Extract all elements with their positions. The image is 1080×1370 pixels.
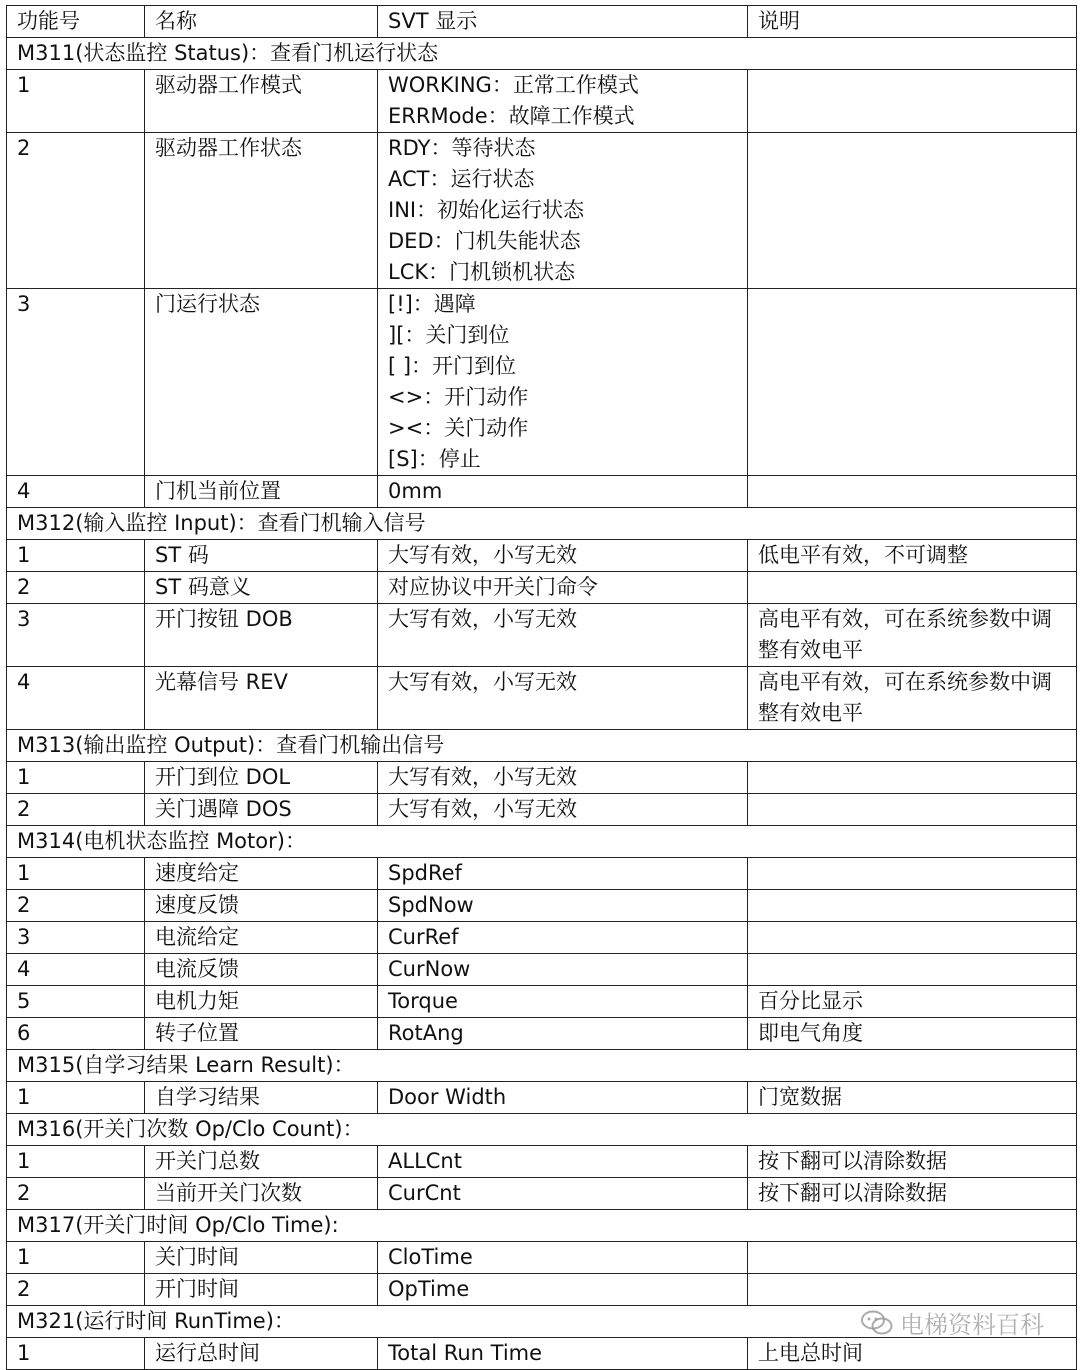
cell-svt (378, 762, 748, 794)
cell-name: 运行总时间 (145, 1338, 378, 1370)
table-row (7, 922, 1077, 954)
cell-desc (748, 572, 1077, 604)
svt-line: CurNow (388, 957, 471, 981)
cell-name: 转子位置 (145, 1018, 378, 1050)
cell-name: 开关门总数 (145, 1146, 378, 1178)
cell-no: 1 (7, 540, 145, 572)
cell-no: 1 (7, 858, 145, 890)
svt-line: 大写有效，小写无效 (388, 797, 577, 821)
table-row (7, 667, 1077, 730)
cell-svt (378, 794, 748, 826)
section-title: M314(电机状态监控 Motor)： (7, 826, 1077, 858)
cell-no: 5 (7, 986, 145, 1018)
cell-name: 自学习结果 (145, 1082, 378, 1114)
cell-name: 速度给定 (145, 858, 378, 890)
cell-desc (748, 289, 1077, 476)
svt-line: 大写有效，小写无效 (388, 670, 577, 694)
cell-no: 2 (7, 890, 145, 922)
cell-name: 关门时间 (145, 1242, 378, 1274)
cell-svt (378, 476, 748, 508)
svt-line: CurRef (388, 925, 459, 949)
cell-name: ST 码意义 (145, 572, 378, 604)
section-title: M321(运行时间 RunTime)： (7, 1306, 1077, 1338)
header-svt: SVT 显示 (378, 6, 748, 38)
table-row (7, 476, 1077, 508)
cell-svt (378, 954, 748, 986)
svt-line: ACT：运行状态 (388, 167, 535, 191)
table-body (7, 6, 1077, 1370)
cell-no: 4 (7, 667, 145, 730)
svt-line: <>：开门动作 (388, 385, 529, 409)
svt-line: [ ]：开门到位 (388, 354, 517, 378)
cell-name: 开门到位 DOL (145, 762, 378, 794)
svt-line: ERRMode：故障工作模式 (388, 104, 635, 128)
section-title: M311(状态监控 Status)：查看门机运行状态 (7, 38, 1077, 70)
svt-line: Door Width (388, 1085, 507, 1109)
section-title: M313(输出监控 Output)：查看门机输出信号 (7, 730, 1077, 762)
cell-svt (378, 667, 748, 730)
cell-no: 2 (7, 133, 145, 289)
cell-svt (378, 1082, 748, 1114)
cell-svt (378, 858, 748, 890)
table-row (7, 133, 1077, 289)
svt-line: ALLCnt (388, 1149, 462, 1173)
cell-name: 驱动器工作状态 (145, 133, 378, 289)
section-row (7, 1210, 1077, 1242)
svt-line: [S]：停止 (388, 447, 481, 471)
svt-line: [!]：遇障 (388, 292, 476, 316)
cell-svt (378, 540, 748, 572)
table-row (7, 954, 1077, 986)
cell-desc: 高电平有效，可在系统参数中调整有效电平 (748, 604, 1077, 667)
cell-no: 1 (7, 762, 145, 794)
cell-no: 3 (7, 922, 145, 954)
header-name: 名称 (145, 6, 378, 38)
cell-name: 电流反馈 (145, 954, 378, 986)
cell-svt (378, 986, 748, 1018)
cell-desc (748, 762, 1077, 794)
table-row (7, 858, 1077, 890)
function-table (6, 5, 1077, 1370)
cell-desc (748, 890, 1077, 922)
section-row (7, 1050, 1077, 1082)
svt-line: WORKING：正常工作模式 (388, 73, 639, 97)
svt-line: Torque (388, 989, 458, 1013)
cell-svt (378, 1178, 748, 1210)
cell-desc: 门宽数据 (748, 1082, 1077, 1114)
section-title: M317(开关门时间 Op/Clo Time): (7, 1210, 1077, 1242)
cell-no: 1 (7, 1082, 145, 1114)
table-row (7, 762, 1077, 794)
section-title: M315(自学习结果 Learn Result)： (7, 1050, 1077, 1082)
cell-name: 速度反馈 (145, 890, 378, 922)
watermark-text: 电梯资料百科 (900, 1311, 1044, 1339)
cell-desc (748, 858, 1077, 890)
cell-name: 门机当前位置 (145, 476, 378, 508)
cell-svt (378, 1146, 748, 1178)
table-row (7, 572, 1077, 604)
cell-no: 1 (7, 1146, 145, 1178)
cell-desc: 上电总时间 (748, 1338, 1077, 1370)
table-row (7, 1242, 1077, 1274)
section-row (7, 730, 1077, 762)
cell-name: 开门按钮 DOB (145, 604, 378, 667)
cell-name: 门运行状态 (145, 289, 378, 476)
cell-no: 3 (7, 289, 145, 476)
table-row (7, 986, 1077, 1018)
cell-desc (748, 1242, 1077, 1274)
cell-svt (378, 1274, 748, 1306)
cell-desc (748, 133, 1077, 289)
header-no: 功能号 (7, 6, 145, 38)
cell-desc: 百分比显示 (748, 986, 1077, 1018)
svt-line: SpdNow (388, 893, 474, 917)
cell-svt (378, 890, 748, 922)
section-row (7, 1306, 1077, 1338)
svt-line: OpTime (388, 1277, 470, 1301)
cell-desc: 按下翻可以清除数据 (748, 1146, 1077, 1178)
cell-desc (748, 70, 1077, 133)
svt-line: RotAng (388, 1021, 464, 1045)
cell-no: 2 (7, 1274, 145, 1306)
cell-name: 驱动器工作模式 (145, 70, 378, 133)
cell-desc (748, 476, 1077, 508)
svt-line: CurCnt (388, 1181, 461, 1205)
section-row (7, 38, 1077, 70)
section-title: M316(开关门次数 Op/Clo Count)： (7, 1114, 1077, 1146)
svt-line: ][：关门到位 (388, 323, 510, 347)
table-row (7, 1178, 1077, 1210)
table-row (7, 1146, 1077, 1178)
cell-desc: 按下翻可以清除数据 (748, 1178, 1077, 1210)
svt-line: CloTime (388, 1245, 473, 1269)
svt-line: SpdRef (388, 861, 462, 885)
cell-desc: 高电平有效，可在系统参数中调整有效电平 (748, 667, 1077, 730)
table-row (7, 1018, 1077, 1050)
cell-svt (378, 922, 748, 954)
svt-line: 对应协议中开关门命令 (388, 575, 598, 599)
header-desc: 说明 (748, 6, 1077, 38)
svt-line: DED：门机失能状态 (388, 229, 581, 253)
cell-no: 1 (7, 1338, 145, 1370)
cell-svt (378, 1338, 748, 1370)
section-row (7, 508, 1077, 540)
cell-desc (748, 922, 1077, 954)
cell-no: 1 (7, 70, 145, 133)
section-row (7, 1114, 1077, 1146)
cell-desc (748, 954, 1077, 986)
cell-desc: 即电气角度 (748, 1018, 1077, 1050)
header-row (7, 6, 1077, 38)
cell-name: 光幕信号 REV (145, 667, 378, 730)
cell-name: 关门遇障 DOS (145, 794, 378, 826)
cell-svt (378, 604, 748, 667)
section-title: M312(输入监控 Input)：查看门机输入信号 (7, 508, 1077, 540)
cell-no: 2 (7, 1178, 145, 1210)
table-row (7, 890, 1077, 922)
table-row (7, 289, 1077, 476)
table-row (7, 1274, 1077, 1306)
cell-desc: 低电平有效，不可调整 (748, 540, 1077, 572)
table-row (7, 1338, 1077, 1370)
table-row (7, 70, 1077, 133)
cell-svt (378, 133, 748, 289)
cell-no: 2 (7, 794, 145, 826)
cell-desc (748, 794, 1077, 826)
cell-name: ST 码 (145, 540, 378, 572)
svt-line: 大写有效，小写无效 (388, 607, 577, 631)
cell-svt (378, 1018, 748, 1050)
cell-name: 电机力矩 (145, 986, 378, 1018)
table-row (7, 1082, 1077, 1114)
cell-name: 电流给定 (145, 922, 378, 954)
cell-no: 4 (7, 476, 145, 508)
cell-svt (378, 70, 748, 133)
section-row (7, 826, 1077, 858)
cell-name: 当前开关门次数 (145, 1178, 378, 1210)
svt-line: INI：初始化运行状态 (388, 198, 585, 222)
cell-svt (378, 1242, 748, 1274)
table-row (7, 794, 1077, 826)
cell-no: 3 (7, 604, 145, 667)
svt-line: Total Run Time (388, 1341, 543, 1365)
cell-no: 1 (7, 1242, 145, 1274)
svt-line: 大写有效，小写无效 (388, 543, 577, 567)
cell-name: 开门时间 (145, 1274, 378, 1306)
svt-line: LCK：门机锁机状态 (388, 260, 576, 284)
cell-svt (378, 289, 748, 476)
svt-line: ><：关门动作 (388, 416, 529, 440)
cell-no: 4 (7, 954, 145, 986)
cell-desc (748, 1274, 1077, 1306)
table-row (7, 540, 1077, 572)
table-row (7, 604, 1077, 667)
cell-svt (378, 572, 748, 604)
svt-line: RDY：等待状态 (388, 136, 536, 160)
cell-no: 2 (7, 572, 145, 604)
cell-no: 6 (7, 1018, 145, 1050)
svt-line: 大写有效，小写无效 (388, 765, 577, 789)
svt-line: 0mm (388, 479, 443, 503)
